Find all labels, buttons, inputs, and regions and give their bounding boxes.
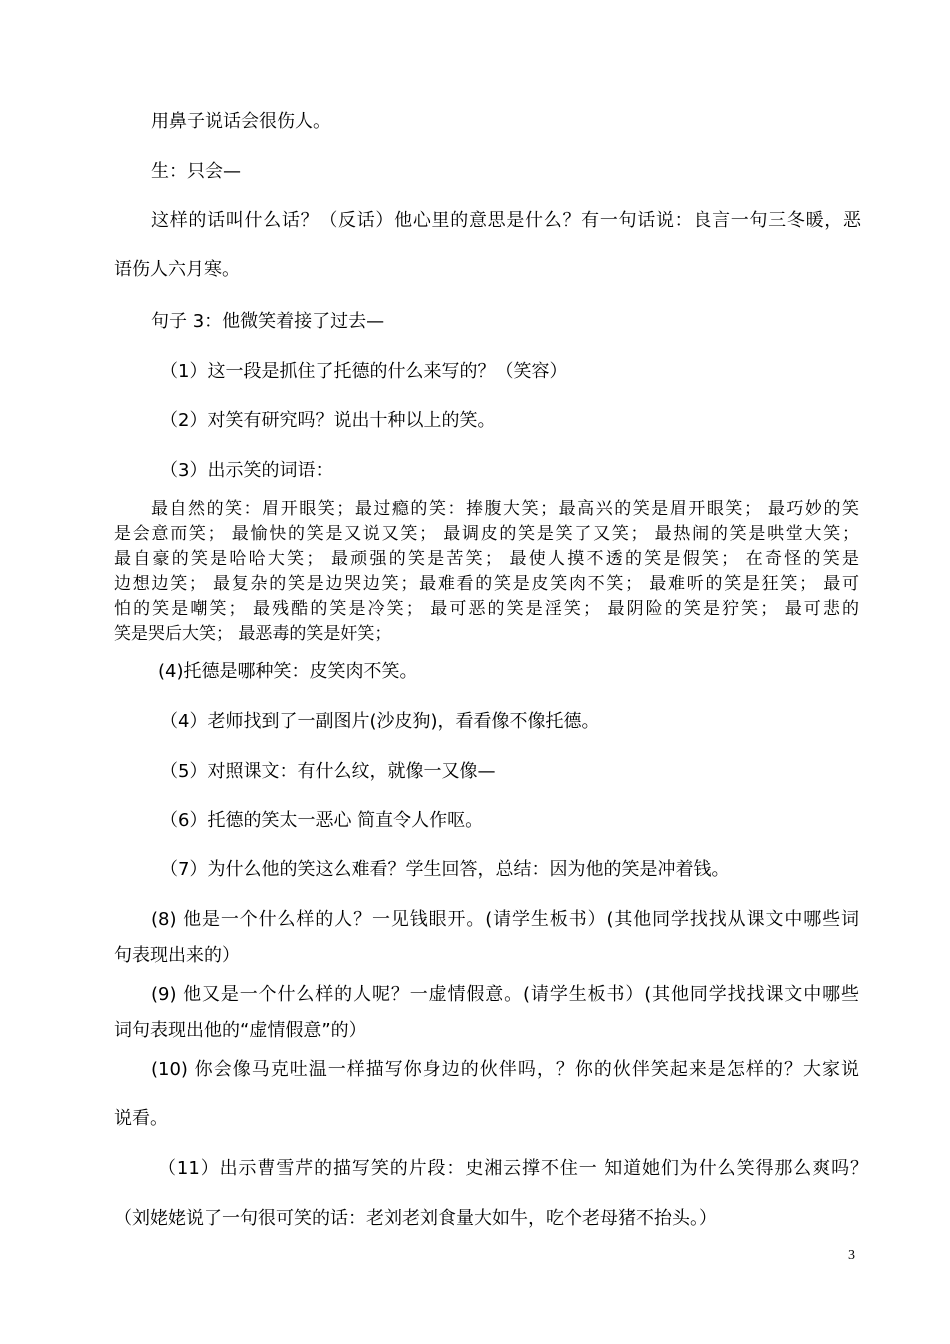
item-line: （4）老师找到了一副图片(沙皮狗)，看看像不像托德。 [160, 711, 600, 732]
paragraph-line: 这样的话叫什么话？（反话）他心里的意思是什么？有一句话说：良言一句三冬暖，恶 [151, 210, 861, 231]
question-line: （2）对笑有研究吗？说出十种以上的笑。 [160, 410, 496, 431]
question-line: （1）这一段是抓住了托德的什么来写的？（笑容） [160, 361, 568, 382]
paragraph-line: 句子 3：他微笑着接了过去— [151, 311, 385, 332]
item-line: (8) 他是一个什么样的人？一见钱眼开。(请学生板书）(其他同学找找从课文中哪些词 [151, 909, 859, 930]
laugh-list-line: 边想边笑； 最复杂的笑是边哭边笑；最难看的笑是皮笑肉不笑； 最难听的笑是狂笑； 最可 [114, 574, 859, 594]
laugh-list-line: 怕的笑是嘲笑； 最残酷的笑是冷笑； 最可恶的笑是淫笑； 最阴险的笑是狞笑； 最可悲的 [114, 599, 859, 619]
item-line: （刘姥姥说了一句很可笑的话：老刘老刘食量大如牛，吃个老母猪不抬头。） [114, 1208, 717, 1229]
item-line: (4)托德是哪种笑：皮笑肉不笑。 [158, 661, 418, 682]
paragraph-line: 语伤人六月寒。 [114, 259, 240, 280]
laugh-list-line: 笑是哭后大笑； 最恶毒的笑是奸笑； [114, 624, 392, 644]
item-line: （6）托德的笑太一恶心 简直令人作呕。 [160, 810, 484, 831]
page-number: 3 [848, 1248, 855, 1263]
item-line: 句表现出来的） [114, 945, 240, 966]
item-line: 说看。 [114, 1108, 168, 1129]
paragraph-line: 用鼻子说话会很伤人。 [151, 111, 331, 132]
item-line: (9) 他又是一个什么样的人呢？一虚情假意。(请学生板书）(其他同学找找课文中哪些 [151, 984, 859, 1005]
item-line: （5）对照课文：有什么纹，就像一又像— [160, 761, 496, 782]
laugh-list-line: 最自然的笑：眉开眼笑；最过瘾的笑：捧腹大笑；最高兴的笑是眉开眼笑； 最巧妙的笑 [151, 499, 859, 519]
question-line: （3）出示笑的词语： [160, 460, 334, 481]
laugh-list-line: 最自豪的笑是哈哈大笑； 最顽强的笑是苦笑； 最使人摸不透的笑是假笑； 在奇怪的笑是 [114, 549, 859, 569]
item-line: 词句表现出他的“虚情假意”的） [114, 1020, 367, 1041]
item-line: （11）出示曹雪芹的描写笑的片段：史湘云撑不住一 知道她们为什么笑得那么爽吗？ [158, 1158, 868, 1179]
paragraph-line: 生：只会— [151, 161, 241, 182]
item-line: （7）为什么他的笑这么难看？学生回答，总结：因为他的笑是冲着钱。 [160, 859, 730, 880]
laugh-list-line: 是会意而笑； 最愉快的笑是又说又笑； 最调皮的笑是笑了又笑； 最热闹的笑是哄堂大笑； [114, 524, 859, 544]
item-line: (10) 你会像马克吐温一样描写你身边的伙伴吗，？你的伙伴笑起来是怎样的？大家说 [151, 1059, 859, 1080]
